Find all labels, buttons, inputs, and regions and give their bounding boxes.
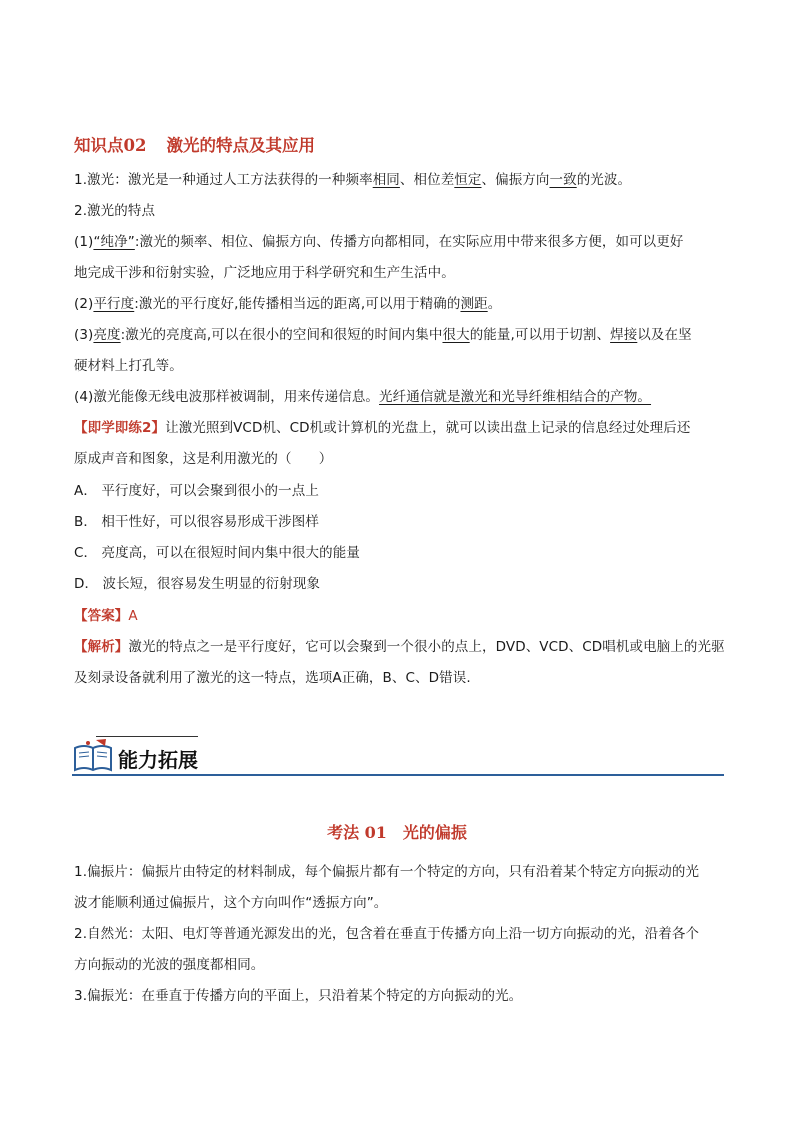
analysis-line: 【解析】激光的特点之一是平行度好，它可以会聚到一个很小的点上，DVD、VCD、CD唱机或电脑上的光驱 bbox=[74, 639, 725, 655]
method-title: 光的偏振 bbox=[402, 823, 467, 842]
section-title: 激光的特点及其应用 bbox=[166, 136, 315, 155]
paragraph-polarizer: 1.偏振片：偏振片由特定的材料制成，每个偏振片都有一个特定的方向，只有沿着某个特定方向振动的光 bbox=[74, 864, 700, 880]
paragraph-modulation: (4)激光能像无线电波那样被调制，用来传递信息。光纤通信就是激光和光导纤维相结合的产物。 bbox=[74, 389, 652, 405]
term-fiber-communication: 光纤通信就是激光和光导纤维相结合的产物。 bbox=[379, 389, 652, 405]
paragraph-features-heading: 2.激光的特点 bbox=[74, 203, 156, 219]
paragraph-natural-light: 2.自然光：太阳、电灯等普通光源发出的光，包含着在垂直于传播方向上沿一切方向振动的光，沿着各个 bbox=[74, 926, 700, 942]
option-b: B． 相干性好，可以很容易形成干涉图样 bbox=[74, 514, 319, 530]
term-welding: 焊接 bbox=[610, 327, 638, 343]
blank-same: 相同 bbox=[372, 172, 400, 188]
ability-extension-banner bbox=[72, 734, 724, 778]
banner-top-line bbox=[96, 736, 198, 737]
book-icon bbox=[72, 738, 114, 774]
paragraph-polarizer-cont: 波才能顺利通过偏振片，这个方向叫作“透振方向”。 bbox=[74, 895, 388, 911]
term-purity: “纯净” bbox=[93, 234, 135, 250]
analysis-line-cont: 及刻录设备就利用了激光的这一特点，选项A正确，B、C、D错误. bbox=[74, 670, 471, 686]
answer-line bbox=[74, 606, 724, 626]
paragraph-laser-definition: 1.激光：激光是一种通过人工方法获得的一种频率相同、相位差恒定、偏振方向一致的光波。 bbox=[74, 172, 632, 188]
paragraph-parallelism: (2)平行度:激光的平行度好,能传播相当远的距离,可以用于精确的测距。 bbox=[74, 296, 502, 312]
option-c: C． 亮度高，可以在很短时间内集中很大的能量 bbox=[74, 545, 360, 561]
answer-tag: 【答案】 bbox=[74, 608, 129, 624]
section-number: 知识点02 bbox=[74, 136, 147, 155]
method-number: 考法 01 bbox=[327, 823, 387, 842]
exercise-question-cont: 原成声音和图象，这是利用激光的（ ） bbox=[74, 451, 333, 467]
paragraph-polarized-light: 3.偏振光：在垂直于传播方向的平面上，只沿着某个特定的方向振动的光。 bbox=[74, 988, 523, 1004]
option-d: D． 波长短，很容易发生明显的衍射现象 bbox=[74, 576, 321, 592]
term-parallelism: 平行度 bbox=[93, 296, 135, 312]
blank-consistent: 一致 bbox=[549, 172, 577, 188]
paragraph-natural-light-cont: 方向振动的光波的强度都相同。 bbox=[74, 957, 265, 973]
paragraph-brightness-cont: 硬材料上打孔等。 bbox=[74, 358, 183, 374]
paragraph-brightness: (3)亮度:激光的亮度高,可以在很小的空间和很短的时间内集中很大的能量,可以用于切割、焊接以及在坚 bbox=[74, 327, 692, 343]
section-heading-knowledge-point bbox=[74, 132, 315, 156]
analysis-tag: 【解析】 bbox=[74, 639, 129, 655]
paragraph-purity-cont: 地完成干涉和衍射实验，广泛地应用于科学研究和生产生活中。 bbox=[74, 265, 455, 281]
term-brightness: 亮度 bbox=[93, 327, 121, 343]
blank-constant: 恒定 bbox=[454, 172, 482, 188]
exercise-tag: 【即学即练2】 bbox=[74, 420, 166, 436]
paragraph-purity: (1)“纯净”:激光的频率、相位、偏振方向、传播方向都相同，在实际应用中带来很多方便，如可以更好 bbox=[74, 234, 684, 250]
exercise-question: 【即学即练2】让激光照到VCD机、CD机或计算机的光盘上，就可以读出盘上记录的信息经过处理后还 bbox=[74, 420, 691, 436]
answer-value: A bbox=[128, 608, 138, 624]
section-heading-method bbox=[0, 820, 794, 843]
term-large: 很大 bbox=[442, 327, 470, 343]
term-ranging: 测距 bbox=[460, 296, 488, 312]
option-a: A． 平行度好，可以会聚到很小的一点上 bbox=[74, 483, 319, 499]
banner-title: 能力拓展 bbox=[118, 748, 198, 772]
banner-rule bbox=[72, 774, 724, 776]
